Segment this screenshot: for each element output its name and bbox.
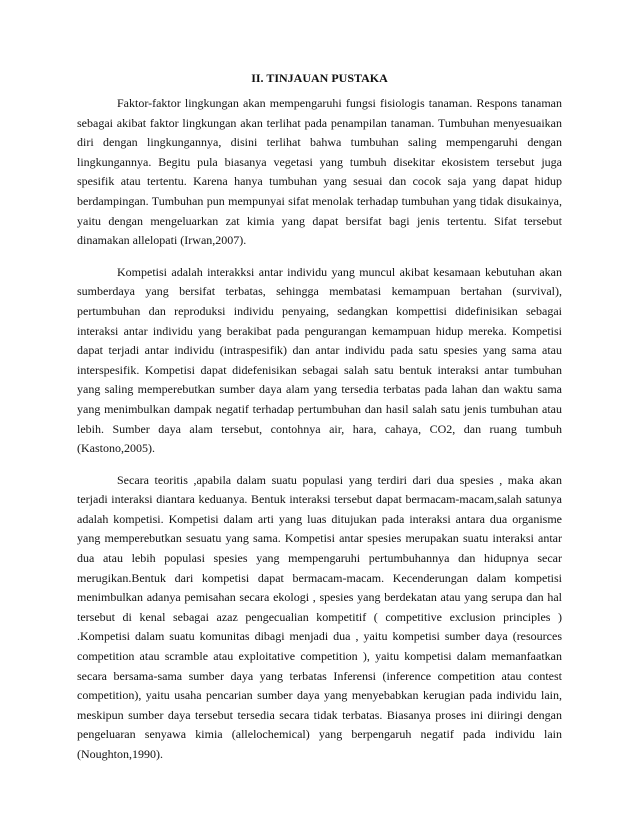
paragraph-1: Faktor-faktor lingkungan akan mempengaruhi fungsi fisiologis tanaman. Respons tanaman sebagai akibat faktor lingkungan akan terlihat pada penampilan tanaman. Tumbuhan menyesuaikan diri dengan lingkungannya, disini terlihat bahwa tumbuhan saling mempengaruhi dengan lingkungannya. Begitu pula biasanya vegetasi yang tumbuh disekitar ekosistem tersebut juga spesifik atau tertentu. Karena hanya tumbuhan yang sesuai dan cocok saja yang dapat hidup berdampingan. Tumbuhan pun mempunyai sifat menolak terhadap tumbuhan yang tidak disukainya, yaitu dengan mengeluarkan zat kimia yang dapat bersifat bagi jenis tertentu. Sifat tersebut dinamakan allelopati (Irwan,2007).: [77, 96, 562, 248]
paragraph-2: Kompetisi adalah interakksi antar individu yang muncul akibat kesamaan kebutuhan akan sumberdaya yang bersifat terbatas, sehingga membatasi kemampuan bertahan (survival), pertumbuhan dan reproduksi individu penyaing, sedangkan kompettisi didefinisikan sebagai interaksi antar individu yang berakibat pada pengurangan kemampuan hidup mereka. Kompetisi dapat terjadi antar individu (intraspesifik) dan antar individu pada satu spesies yang sama atau interspesifik. Kompetisi dapat didefenisikan sebagai salah satu bentuk interaksi antar tumbuhan yang saling memperebutkan sumber daya alam yang tersedia terbatas pada lahan dan waktu sama yang menimbulkan dampak negatif terhadap pertumbuhan dan hasil salah satu jenis tumbuhan atau lebih. Sumber daya alam tersebut, contohnya air, hara, cahaya, CO2, dan ruang tumbuh (Kastono,2005).: [77, 264, 562, 456]
paragraph-3: Secara teoritis ,apabila dalam suatu populasi yang terdiri dari dua spesies , maka akan terjadi interaksi diantara keduanya. Bentuk interaksi tersebut dapat bermacam-macam,salah satunya adalah kompetisi. Kompetisi dalam arti yang luas ditujukan pada interaksi antara dua organisme yang memperebutkan sesuatu yang sama. Kompetisi antar spesies merupakan suatu interaksi antar dua atau lebih populasi spesies yang mempengaruhi pertumbuhannya dan hidupnya secar merugikan.Bentuk dari kompetisi dapat bermacam-macam. Kecenderungan dalam kompetisi menimbulkan adanya pemisahan secara ekologi , spesies yang berdekatan atau yang serupa dan hal tersebut di kenal sebagai azaz pengecualian kompetitif ( competitive exclusion principles ) .Kompetisi dalam suatu komunitas dibagi menjadi dua , yaitu kompetisi sumber daya (resources competition atau scramble atau exploitative competition ), yaitu kompetisi dalam memanfaatkan secara bersama-sama sumber daya yang terbatas Inferensi (inference competition atau contest competition), yaitu usaha pencarian sumber daya yang menyebabkan kerugian pada individu lain, meskipun sumber daya tersebut tersedia secara tidak terbatas. Biasanya proses ini diiringi dengan pengeluaran senyawa kimia (allelochemical) yang berpengaruh negatif pada individu lain (Noughton,1990).: [77, 472, 562, 761]
section-title: II. TINJAUAN PUSTAKA: [251, 71, 388, 85]
document-page: [77, 70, 562, 777]
